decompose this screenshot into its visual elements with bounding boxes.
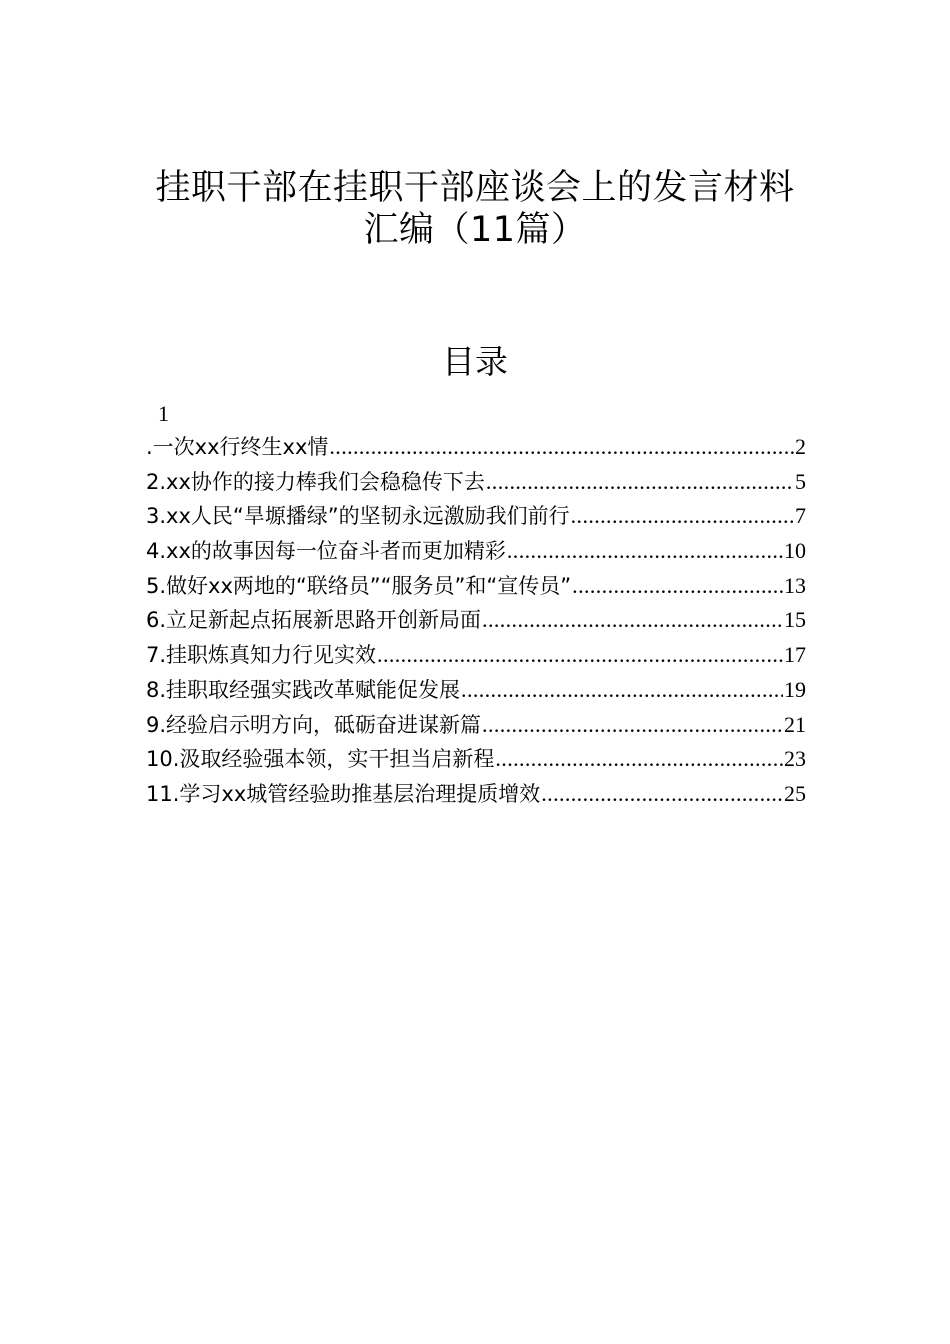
toc-dot-leader — [329, 430, 794, 465]
toc-entry-page: 19 — [784, 676, 806, 702]
toc-entry-title: 3.xx人民“旱塬播绿”的坚韧永远激励我们前行 — [146, 504, 570, 529]
toc-stray-number: 1 — [158, 401, 169, 426]
document-title-line-2: 汇编（11篇） — [363, 210, 587, 250]
toc-entry-title: 5.做好xx两地的“联络员”“服务员”和“宣传员” — [146, 573, 572, 598]
toc-dot-leader — [571, 499, 794, 534]
toc-entry[interactable] — [146, 777, 806, 812]
toc-dot-leader — [541, 777, 783, 812]
toc-entry-page: 21 — [784, 711, 806, 737]
toc-entry-title: .一次xx行终生xx情 — [146, 435, 329, 459]
toc-entry-title: 9.经验启示明方向，砥砺奋进谋新篇 — [146, 712, 482, 737]
toc-dot-leader — [507, 534, 783, 569]
toc-entry-title: 7.挂职炼真知力行见实效 — [146, 643, 377, 668]
toc-entry-title: 2.xx协作的接力棒我们会稳稳传下去 — [146, 469, 485, 494]
toc-entry-page: 10 — [784, 538, 806, 564]
toc-entry[interactable] — [146, 708, 806, 743]
toc-dot-leader — [461, 673, 783, 708]
toc-entry[interactable] — [146, 534, 806, 569]
toc-entry-title: 6.立足新起点拓展新思路开创新局面 — [146, 608, 482, 633]
toc-dot-leader — [482, 708, 783, 743]
table-of-contents — [146, 430, 806, 812]
toc-entry-page: 25 — [784, 780, 806, 806]
toc-entry-title: 4.xx的故事因每一位奋斗者而更加精彩 — [146, 539, 506, 564]
toc-dot-leader — [572, 569, 783, 604]
toc-entry-title: 10.汲取经验强本领，实干担当启新程 — [146, 747, 495, 772]
toc-dot-leader — [377, 638, 783, 673]
toc-entry-page: 5 — [795, 468, 806, 494]
toc-dot-leader — [495, 742, 783, 777]
toc-entry[interactable] — [146, 569, 806, 604]
toc-heading: 目录 — [442, 342, 508, 381]
toc-entry-page: 23 — [784, 746, 806, 772]
toc-entry[interactable] — [146, 499, 806, 534]
toc-entry[interactable] — [146, 430, 806, 465]
toc-entry-page: 2 — [795, 434, 806, 459]
toc-entry-page: 13 — [784, 572, 806, 598]
toc-entry[interactable] — [146, 465, 806, 500]
toc-entry-page: 15 — [784, 607, 806, 633]
toc-entry-title: 8.挂职取经强实践改革赋能促发展 — [146, 677, 461, 702]
document-title-line-1: 挂职干部在挂职干部座谈会上的发言材料 — [155, 168, 795, 208]
toc-entry-page: 7 — [795, 503, 806, 529]
toc-entry[interactable] — [146, 603, 806, 638]
toc-entry[interactable] — [146, 673, 806, 708]
toc-entry-page: 17 — [784, 642, 806, 668]
toc-dot-leader — [486, 465, 794, 500]
toc-entry-title: 11.学习xx城管经验助推基层治理提质增效 — [146, 781, 541, 806]
toc-entry[interactable] — [146, 638, 806, 673]
toc-dot-leader — [482, 603, 783, 638]
toc-entry[interactable] — [146, 742, 806, 777]
